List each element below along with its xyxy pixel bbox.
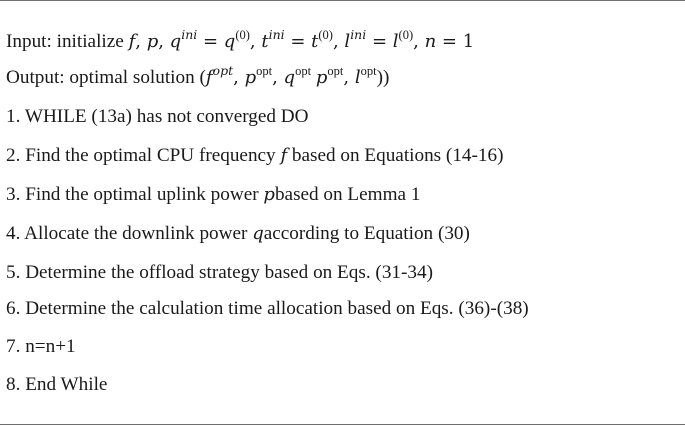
table-bottom-rule	[0, 424, 685, 425]
var-f: f	[128, 31, 136, 52]
var-n: n	[424, 31, 437, 52]
input-line: Input: initialize f, p, $q^{ini} = q^{(0)}$, $t^{ini} = t^{(0)}$, $l^{ini} = l^{(0)}$, n = 1	[6, 27, 475, 52]
input-label: Input: initialize	[6, 31, 129, 52]
step-1: 1. WHILE (13a) has not converged DO	[6, 106, 309, 127]
sup-ini: ini	[181, 27, 198, 42]
step-5: 5. Determine the offload strategy based on Eqs. (31-34)	[6, 262, 433, 283]
var-p: p	[146, 31, 159, 52]
var-q: q	[169, 31, 182, 52]
var-t: t	[261, 31, 269, 52]
step-8: 8. End While	[6, 374, 108, 395]
step-6: 6. Determine the calculation time allocation based on Eqs. (36)-(38)	[6, 298, 529, 319]
output-line: Output: optimal solution ($f^{opt}$, $p^{opt}$, $q^{opt}$ $p^{opt}$, $l^{opt}$))	[6, 63, 390, 88]
step-7: 7. n=n+1	[6, 336, 76, 357]
step-3: 3. Find the optimal uplink power pbased on Lemma 1	[6, 184, 421, 205]
table-top-rule	[0, 0, 685, 1]
sup-zero: (0)	[235, 28, 250, 42]
var-l: l	[344, 31, 351, 52]
step-4: 4. Allocate the downlink power qaccording to Equation (30)	[6, 223, 470, 244]
output-label: Output: optimal solution (	[6, 67, 206, 88]
step-2: 2. Find the optimal CPU frequency f based on Equations (14-16)	[6, 145, 504, 166]
